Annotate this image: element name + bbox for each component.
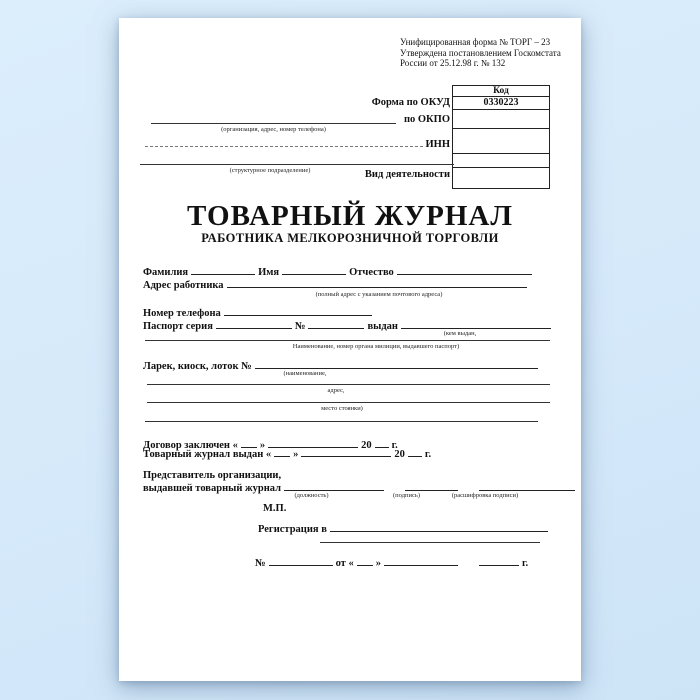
signature-decode-fill-line <box>479 480 575 491</box>
stall-name-fill-line <box>255 358 538 369</box>
reg-number-fill-line <box>269 555 333 566</box>
quote-close: » <box>293 449 299 460</box>
stall-label: Ларек, киоск, лоток № <box>143 361 252 372</box>
organization-caption: (организация, адрес, номер телефона) <box>221 126 326 133</box>
journal-issued-line <box>143 446 431 461</box>
okud-code-cell: 0330223 <box>453 96 549 109</box>
passport-label: Паспорт серия <box>143 321 213 332</box>
address-caption: (полный адрес с указанием почтового адреса) <box>315 291 443 298</box>
code-table-header: Код <box>493 86 509 96</box>
reg-year-suffix: г. <box>521 558 529 569</box>
activity-code-cell <box>453 167 549 188</box>
issued-caption-part2: Наименование, номер органа милиции, выдавшего паспорт) <box>292 343 460 350</box>
position-caption: (должность) <box>294 492 329 499</box>
approval-line: Унифицированная форма № ТОРГ – 23 <box>400 37 551 47</box>
okpo-label: по ОКПО <box>403 114 450 125</box>
journal-issued-label: Товарный журнал выдан « <box>143 449 272 460</box>
year-suffix: г. <box>424 449 432 460</box>
approval-line: России от 25.12.98 г. № 132 <box>400 58 506 68</box>
year-suffix: г. <box>391 440 398 451</box>
activity-label: Вид деятельности <box>364 169 450 180</box>
stall-extra-fill-line <box>145 421 538 422</box>
journal-day-fill-line <box>274 446 290 457</box>
representative-label: выдавшей товарный журнал <box>143 483 281 494</box>
issued-caption-part1: (кем выдан, <box>443 330 477 337</box>
approval-note <box>400 37 570 69</box>
patronymic-fill-line <box>397 264 532 275</box>
reg-day-fill-line <box>357 555 373 566</box>
okud-label: Форма по ОКУД <box>371 97 450 108</box>
subdivision-caption: (структурное подразделение) <box>229 167 311 174</box>
address-line <box>143 277 530 292</box>
signature-decode-caption: (расшифровка подписи) <box>451 492 519 499</box>
issued-fill-line <box>401 318 551 329</box>
address-label: Адрес работника <box>143 280 224 291</box>
year-prefix: 20 <box>361 440 372 451</box>
stamp-place-label: М.П. <box>263 503 287 514</box>
passport-number-label: № <box>294 321 306 332</box>
signature-caption: (подпись) <box>393 492 420 499</box>
journal-month-fill-line <box>301 446 391 457</box>
registration-fill-line <box>330 521 548 532</box>
issuing-authority-fill-line <box>145 340 550 341</box>
inn-fill-line <box>145 146 423 147</box>
registration-line <box>258 521 551 536</box>
page-title: ТОВАРНЫЙ ЖУРНАЛ <box>187 200 513 232</box>
journal-year-fill-line <box>408 446 422 457</box>
representative-label-line1: Представитель организации, <box>143 470 282 481</box>
position-fill-line <box>284 480 384 491</box>
reg-from-label: от « <box>335 558 354 569</box>
passport-number-fill-line <box>308 318 364 329</box>
inn-label: ИНН <box>425 139 450 150</box>
reg-year-fill-line <box>479 555 519 566</box>
registration-fill-line2 <box>320 542 540 543</box>
stall-caption-address: адрес, <box>327 387 345 394</box>
phone-label: Номер телефона <box>143 308 221 319</box>
approval-line: Утверждена постановлением Госкомстата <box>400 47 561 58</box>
issued-label: выдан <box>367 321 398 332</box>
surname-fill-line <box>191 264 255 275</box>
address-fill-line <box>227 277 527 288</box>
empty-code-cell <box>453 153 549 167</box>
okpo-code-cell <box>453 109 549 128</box>
registration-number-line <box>255 555 528 570</box>
firstname-fill-line <box>282 264 346 275</box>
stall-caption-name: (наименование, <box>283 370 327 377</box>
stall-location-fill-line <box>147 402 550 403</box>
organization-fill-line <box>151 123 396 124</box>
passport-series-fill-line <box>216 318 292 329</box>
firstname-label: Имя <box>258 267 280 278</box>
reg-month-fill-line <box>384 555 458 566</box>
quote-close: » <box>375 558 381 569</box>
stall-caption-location: место стоянки) <box>321 405 363 412</box>
registration-label: Регистрация в <box>258 524 327 535</box>
stall-address-fill-line <box>147 384 550 385</box>
contract-label: Договор заключен « <box>143 440 238 451</box>
phone-fill-line <box>224 305 372 316</box>
year-prefix: 20 <box>394 449 405 460</box>
page-subtitle: РАБОТНИКА МЕЛКОРОЗНИЧНОЙ ТОРГОВЛИ <box>201 231 499 245</box>
reg-number-label: № <box>255 558 266 569</box>
subdivision-fill-line <box>140 164 454 165</box>
form-page <box>119 18 581 681</box>
surname-label: Фамилия <box>143 267 189 278</box>
code-table <box>452 85 550 189</box>
inn-code-cell <box>453 128 549 153</box>
patronymic-label: Отчество <box>349 267 394 278</box>
quote-close: » <box>259 440 266 451</box>
signature-fill-line <box>405 480 458 491</box>
